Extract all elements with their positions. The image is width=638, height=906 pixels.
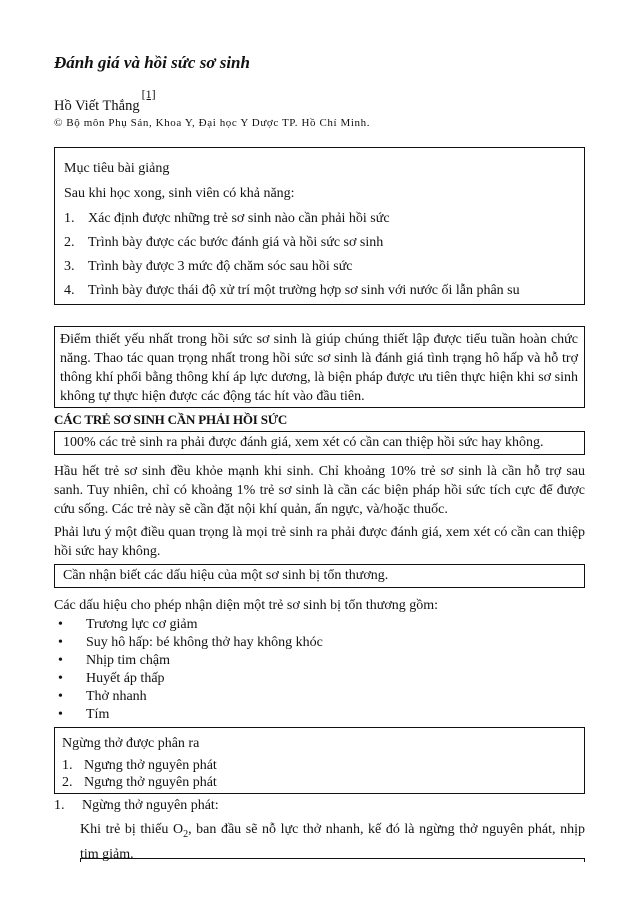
primary-apnea-number: 1. [54, 798, 65, 813]
objectives-box [54, 147, 585, 305]
objective-item [64, 207, 574, 231]
affiliation: © Bộ môn Phụ Sản, Khoa Y, Đại học Y Dược TP. Hồ Chí Minh. [54, 117, 371, 129]
apnea-number: 1. [62, 758, 73, 773]
objectives-heading: Mục tiêu bài giảng [64, 161, 170, 176]
bullet-icon: • [58, 653, 63, 668]
key-point-box: Điểm thiết yếu nhất trong hồi sức sơ sinh là giúp chúng thiết lập được tiểu tuần hoàn chức năng. Thao tác quan trọng nhất trong hồi sức sơ sinh là đánh giá tình trạng hô hấp và hỗ trợ thông khí phổi bằng thông khí áp lực dương, là biện pháp được ưu tiên thực hiện khi sơ sinh không tự thực hiện được các động tác hít vào đầu tiên. [54, 326, 585, 408]
list-item: • Nhịp tim chậm [54, 653, 323, 671]
apnea-text: Ngưng thở nguyên phát [84, 758, 217, 773]
objective-item [64, 255, 574, 279]
bullet-icon: • [58, 635, 63, 650]
list-item: • Huyết áp thấp [54, 671, 323, 689]
author-name: Hồ Viết Thắng [54, 97, 140, 114]
paragraph-assessment-note: Phải lưu ý một điều quan trọng là mọi trẻ sinh ra phải được đánh giá, xem xét có cần can thiệp hồi sức hay không. [54, 525, 585, 559]
signs-intro: Các dấu hiệu cho phép nhận diện một trẻ sơ sinh bị tổn thương gồm: [54, 598, 439, 613]
apnea-number: 2. [62, 775, 73, 790]
bullet-icon: • [58, 671, 63, 686]
objective-number: 1. [64, 211, 75, 226]
next-box-top-border [80, 858, 585, 859]
objective-text: Xác định được những trẻ sơ sinh nào cần phải hồi sức [88, 211, 390, 226]
bullet-icon: • [58, 707, 63, 722]
objective-text: Trình bày được 3 mức độ chăm sóc sau hồi sức [88, 259, 353, 274]
author-reference-link[interactable]: [1] [141, 87, 156, 101]
apnea-item [62, 775, 584, 792]
objective-text: Trình bày được các bước đánh giá và hồi sức sơ sinh [88, 235, 384, 250]
apnea-types-box [54, 727, 585, 794]
objective-text: Trình bày được thái độ xử trí một trường hợp sơ sinh với nước ối lẫn phân su [88, 283, 520, 298]
primary-apnea-paragraph: Khi trẻ bị thiếu $O_2$, ban đầu sẽ nỗ lực thở nhanh, kế đó là ngừng thở nguyên phát, nhịp tim giảm. [80, 822, 585, 862]
apnea-heading: Ngừng thở được phân ra [62, 736, 200, 751]
next-box-right-border [584, 858, 585, 862]
objective-number: 2. [64, 235, 75, 250]
list-item: • Trương lực cơ giảm [54, 617, 323, 635]
list-item: • Tím [54, 707, 323, 725]
objective-item [64, 279, 574, 303]
apnea-item [62, 758, 584, 775]
bullet-icon: • [58, 689, 63, 704]
signs-list [54, 617, 323, 725]
primary-apnea-title: Ngừng thở nguyên phát: [82, 798, 219, 813]
objectives-intro: Sau khi học xong, sinh viên có khả năng: [64, 186, 295, 201]
apnea-text: Ngưng thở nguyên phát [84, 775, 217, 790]
objective-item [64, 231, 574, 255]
list-item: • Suy hô hấp: bé không thở hay không khóc [54, 635, 323, 653]
next-box-left-border [80, 858, 81, 862]
bullet-icon: • [58, 617, 63, 632]
assessment-callout-box: 100% các trẻ sinh ra phải được đánh giá, xem xét có cần can thiệp hồi sức hay không. [54, 431, 585, 455]
objective-number: 4. [64, 283, 75, 298]
signs-callout-box: Cần nhận biết các dấu hiệu của một sơ sinh bị tổn thương. [54, 564, 585, 588]
oxygen-subscript: 2 [183, 828, 189, 840]
section-heading: CÁC TRẺ SƠ SINH CẦN PHẢI HỒI SỨC [54, 412, 288, 427]
paragraph-healthy-newborns: Hầu hết trẻ sơ sinh đều khỏe mạnh khi sinh. Chỉ khoảng 10% trẻ sơ sinh là cần hỗ trợ sau sanh. Tuy nhiên, chỉ có khoảng 1% trẻ sơ sinh là cần các biện pháp hồi sức tích cực để được cứu sống. Các trẻ này sẽ cần đặt nội khí quản, ấn ngực, và/hoặc thuốc. [54, 464, 585, 517]
document-title: Đánh giá và hồi sức sơ sinh [54, 53, 250, 72]
objective-number: 3. [64, 259, 75, 274]
list-item: • Thở nhanh [54, 689, 323, 707]
author-line [54, 87, 156, 115]
primary-apnea-heading [54, 798, 219, 814]
